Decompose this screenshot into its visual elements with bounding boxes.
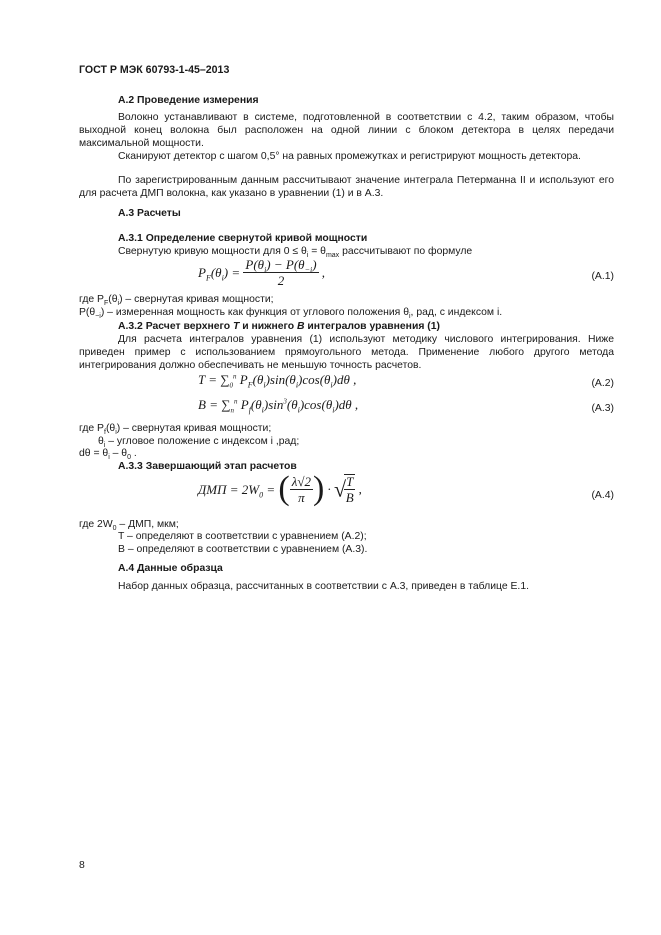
equation-number: (А.2) [591, 378, 614, 389]
equation-number: (А.1) [591, 271, 614, 282]
equation-number: (А.3) [591, 403, 614, 414]
paragraph: По зарегистрированным данным рассчитывают значение интеграла Петерманна II и используют его для расчета ДМП волокна, как указано в уравнении (1) и в А.3. [79, 175, 614, 199]
paragraph: Для расчета интегралов уравнения (1) используют методику числового интегрирования. Ниже приведен пример с использованием прямоугольного метода. Применение любого другого метода интегрирования должно обеспечивать не меньшую точность расчетов. [79, 334, 614, 371]
where-line: T – определяют в соответствии с уравнением (А.2); [118, 531, 367, 542]
where-line: $P(\theta_{-i})$ – измеренная мощность как функция от углового положения $\theta_i$, рад, с индексом i. [79, 307, 503, 321]
subsection-heading-a32: А.3.2 Расчет верхнего T и нижнего B интегралов уравнения (1) [118, 321, 440, 332]
where-line: где $P_F(\theta_i)$ – свернутая кривая мощности; [79, 294, 274, 308]
section-heading-a4: А.4 Данные образца [118, 563, 223, 574]
where-line: $d\theta = \theta_i - \theta_0$ . [79, 448, 137, 462]
section-heading-a2: А.2 Проведение измерения [118, 95, 259, 106]
equation-a1: $P_F(\theta_i)$ = $\frac{P(\theta_i) - P(\theta_{-i})}{2}$ , [198, 257, 326, 288]
where-line: где $P_f(\theta_i)$ – свернутая кривая мощности; [79, 423, 272, 437]
page-number: 8 [79, 860, 85, 871]
where-line: $\theta_i$ – угловое положение с индексом i ,рад; [98, 436, 300, 450]
equation-a4: ДМП = $2W_0$ = ( $\frac{\lambda√2}{\pi}$ ) · √ $\frac{T}{B}$ , [198, 470, 362, 507]
paragraph: Сканируют детектор с шагом 0,5° на равных промежутках и регистрируют мощность детектора. [118, 151, 581, 162]
paragraph: Волокно устанавливают в системе, подготовленной в соответствии с 4.2, таким образом, чтобы выходной конец волокна был расположен на одной линии с блоком детектора в целях передачи максимальной мощности. [79, 112, 614, 149]
section-heading-a3: А.3 Расчеты [118, 208, 181, 219]
paragraph: Свернутую кривую мощности для $0 \le \theta_i = \theta_{max}$ рассчитывают по формуле [118, 246, 473, 260]
equation-a2: $T = \sum_0^n$ $P_F(\theta_i)\sin(\theta_i)\cos(\theta_i)d\theta$ , [198, 372, 357, 390]
subsection-heading-a31: А.3.1 Определение свернутой кривой мощности [118, 233, 368, 244]
paragraph: Набор данных образца, рассчитанных в соответствии с А.3, приведен в таблице Е.1. [118, 581, 529, 592]
where-line: B – определяют в соответствии с уравнением (А.3). [118, 544, 368, 555]
where-line: где $2W_0$ – ДМП, мкм; [79, 519, 179, 533]
equation-a3: $B = \sum_n^n$ $P_f(\theta_i)\sin^3(\theta_i)\cos(\theta_i)d\theta$ , [198, 397, 359, 415]
page-header: ГОСТ Р МЭК 60793-1-45–2013 [79, 64, 230, 76]
subsection-heading-a33: А.3.3 Завершающий этап расчетов [118, 461, 297, 472]
equation-number: (А.4) [591, 490, 614, 501]
